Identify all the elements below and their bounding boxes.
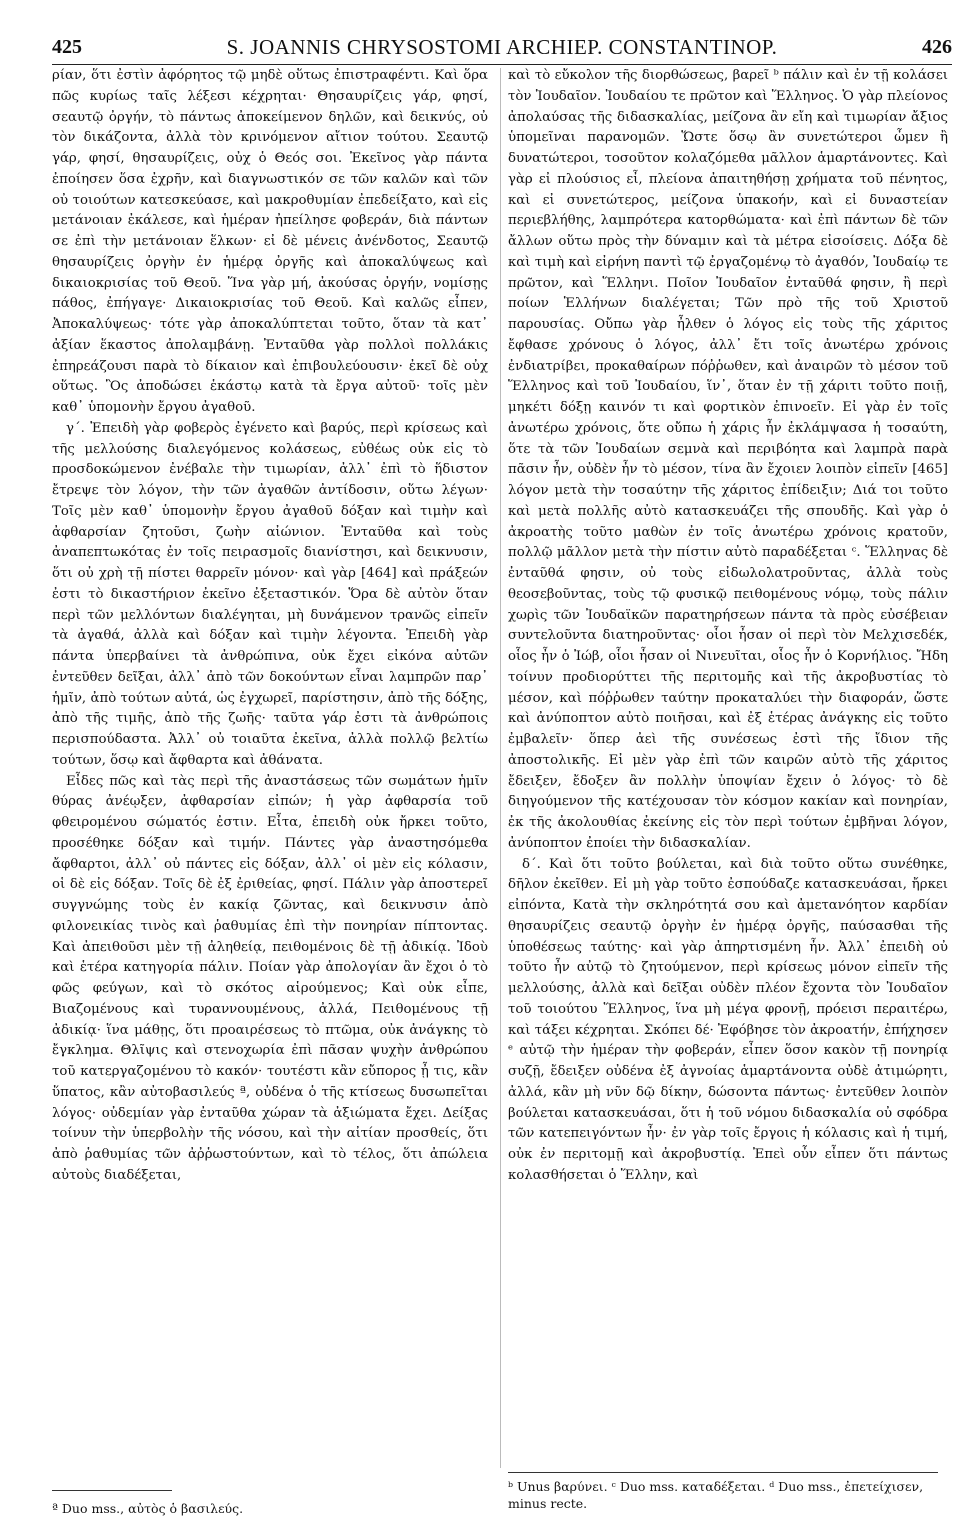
right-page-number: 426 xyxy=(922,35,952,58)
right-paragraph-1: καὶ τὸ εὔκολον τῆς διορθώσεως, βαρεῖ ᵇ πάλιν καὶ ἐν τῇ κολάσει τὸν Ἰουδαῖον. Ἰουδαίου τε πρῶτον καὶ Ἕλληνος. Ὁ γὰρ πλείονος ἀπολαύσας τῆς διδασκαλίας, μείζονα ἂν εἴη καὶ τιμωρίαν ἄξιος ὑπομεῖναι παρανομῶν. Ὥστε ὅσῳ ἂν συνετώτεροι ὦμεν ἢ δυνατώτεροι, τοσοῦτον κολαζόμεθα μᾶλλον ἁμαρτάνοντες. Καὶ γὰρ εἰ πλούσιος εἶ, πλείονα ἀπαιτηθήσῃ χρήματα τοῦ πένητος, καὶ εἰ συνετώτερος, μείζονα ὑπακοήν, καὶ εἰ δυναστείαν περιεβλήθης, λαμπρότερα κατορθώματα· καὶ ἐπὶ πάντων δὲ τῶν ἄλλων οὕτω πρὸς τὴν δύναμιν καὶ τὰ μέτρα εἰσοίσεις. Δόξα δὲ καὶ τιμὴ καὶ εἰρήνη παντὶ τῷ ἐργαζομένῳ τὸ ἀγαθόν, Ἰουδαίῳ τε πρῶτον, καὶ Ἕλληνι. Ποῖον Ἰουδαῖον ἐνταῦθά φησιν, ἢ περὶ ποίων Ἑλλήνων διαλέγεται; Τῶν πρὸ τῆς τοῦ Χριστοῦ παρουσίας. Οὔπω γὰρ ἦλθεν ὁ λόγος εἰς τοὺς τῆς χάριτος ἔφθασε χρόνους ὁ λόγος, ἀλλ᾽ ἔτι τοῖς ἀνωτέρω χρόνοις ἐνδιατρίβει, προκαθαίρων πόῤῥωθεν, καὶ ἀναιρῶν τὸ μέσον τοῦ Ἕλληνος καὶ τοῦ Ἰουδαίου, ἵν᾽, ὅταν ἐν τῇ χάριτι τοῦτο ποιῇ, μηκέτι δόξῃ καινόν τι καὶ φορτικὸν ἐπινοεῖν. Εἰ γὰρ ἐν τοῖς ἀνωτέρω χρόνοις, ὅτε οὔπω ἡ χάρις ἦν ἐκλάμψασα ἡ τοσαύτη, ὅτε τὰ τῶν Ἰουδαίων σεμνὰ καὶ περιβόητα καὶ λαμπρὰ παρὰ πᾶσιν ἦν, οὐδὲν ἦν τὸ μέσον, τίνα ἂν ἔχοιεν λοιπὸν εἰπεῖν [465] λόγον μετὰ τὴν τοσαύτην τῆς χάριτος ἐπίδειξιν; Διά τοι τοῦτο καὶ μετὰ πολλῆς αὐτὸ κατασκευάζει τῆς σπουδῆς. Καὶ γὰρ ὁ ἀκροατὴς τοῦτο μαθὼν ἐν τοῖς ἀνωτέρω χρόνοις κρατοῦν, πολλῷ μᾶλλον μετὰ τὴν πίστιν αὐτὸ παραδέξεται ᶜ. Ἕλληνας δὲ ἐνταῦθά φησιν, οὐ τοὺς εἰδωλολατροῦντας, ἀλλὰ τοὺς θεοσεβοῦντας, τοὺς τῷ φυσικῷ πειθομένους νόμῳ, τοὺς πάλιν χωρὶς τῶν Ἰουδαϊκῶν παρατηρήσεων πάντα τὰ πρὸς εὐσέβειαν συντελοῦντα διατηροῦντας· οἷοι ἦσαν οἱ περὶ τὸν Μελχισεδέκ, οἷος ἦν ὁ Ἰώβ, οἷοι ἦσαν οἱ Νινευῖται, οἷος ἦν ὁ Κορνήλιος. Ἤδη τοίνυν προδιορύττει τῆς περιτομῆς καὶ τῆς ἀκροβυστίας τὸ μέσον, καὶ πόῤῥωθεν ταύτην προκαταλύει τὴν διαφοράν, ὥστε καὶ ἀνύποπτον αὐτὸ ποιῆσαι, καὶ ἐξ ἑτέρας ἀνάγκης εἰς τοῦτο ἐμβαλεῖν· ὅπερ ἀεὶ τῆς συνέσεως ἐστὶ τῆς ἴδιον τῆς ἀποστολικῆς. Εἰ μὲν γὰρ ἐπὶ τῶν καιρῶν αὐτὸ τῆς χάριτος ἔδειξεν, ἔδοξεν ἂν πολλὴν ὑποψίαν ἔχειν ὁ λόγος· τὸ δὲ διηγούμενον τῆς κατέχουσαν τὸν κόσμον κακίαν καὶ πονηρίαν, ἐκ τῆς ἀκολουθίας ἐκείνης εἰς τὸν περὶ τούτων ἐμβῆναι λόγον, ἀνύποπτον ἐποίει τὴν διδασκαλίαν. xyxy=(508,68,948,851)
right-paragraph-2: δ΄. Καὶ ὅτι τοῦτο βούλεται, καὶ διὰ τοῦτο οὕτω συνέθηκε, δῆλον ἐκεῖθεν. Εἰ μὴ γὰρ τοῦτο ἐσπούδαζε κατασκευάσαι, ἤρκει εἰπόντα, Κατὰ τὴν σκληρότητά σου καὶ ἀμετανόητον καρδίαν θησαυρίζεις σεαυτῷ ὀργὴν ἐν ἡμέρᾳ ὀργῆς, παύσασθαι τῆς ὑποθέσεως ταύτης· καὶ γὰρ ἀπηρτισμένη ἦν. Ἀλλ᾽ ἐπειδὴ οὐ τοῦτο ἦν αὐτῷ τὸ ζητούμενον, περὶ κρίσεως μόνον εἰπεῖν τῆς μελλούσης, ἀλλὰ καὶ δεῖξαι οὐδὲν πλέον ἔχοντα τὸν Ἰουδαῖον τοῦ τοιούτου Ἕλληνος, ἵνα μὴ μέγα φρονῇ, πρόεισι περαιτέρω, καὶ τάξει κέχρηται. Σκόπει δέ· Ἐφόβησε τὸν ἀκροατήν, ἐπήχησεν ᵉ αὐτῷ τὴν ἡμέραν τὴν φοβεράν, εἶπεν ὅσον κακὸν τῇ πονηρίᾳ συζῇ, ἔδειξεν οὐδένα ἐξ ἀγνοίας ἁμαρτάνοντα οὐδὲ ἀτιμώρητι, ἀλλά, κἂν μὴ νῦν δῷ δίκην, δώσοντα πάντως· ἐντεῦθεν λοιπὸν βούλεται κατασκευάσαι, ὅτι ἡ τοῦ νόμου διδασκαλία οὐ σφόδρα τῶν κατεπειγόντων ἦν· ἐν γὰρ τοῖς ἔργοις ἡ κόλασις καὶ ἡ τιμή, οὐκ ἐν περιτομῇ καὶ ἀκροβυστίᾳ. Ἐπεὶ οὖν εἶπεν ὅτι πάντως κολασθήσεται ὁ Ἕλλην, καὶ xyxy=(508,856,948,1183)
header-rule xyxy=(52,64,952,65)
left-column xyxy=(52,66,488,1436)
left-paragraph-2: γ΄. Ἐπειδὴ γὰρ φοβερὸς ἐγένετο καὶ βαρύς, περὶ κρίσεως καὶ τῆς μελλούσης διαλεγόμενος κολάσεως, εὐθέως οὐκ εἰς τὸ προσδοκώμενον ἐνέβαλε τὴν τιμωρίαν, ἀλλ᾽ ἐπὶ τὸ ἥδιστον ἔτρεψε τὸν λόγον, τὴν τῶν ἀγαθῶν ἀντίδοσιν, οὕτω λέγων· Τοῖς μὲν καθ᾽ ὑπομονὴν ἔργου ἀγαθοῦ δόξαν καὶ τιμὴν καὶ ἀφθαρσίαν ζητοῦσι, ζωὴν αἰώνιον. Ἐνταῦθα καὶ τοὺς ἀναπεπτωκότας ἐν τοῖς πειρασμοῖς διανίστησι, καὶ δεικνυσιν, ὅτι οὐ χρὴ τῇ πίστει θαρρεῖν μόνον· καὶ γὰρ [464] καὶ πράξεών ἐστι τὸ δικαστήριον ἐκεῖνο ἐξεταστικόν. Ὅρα δὲ αὐτὸν ὅταν περὶ τῶν μελλόντων διαλέγηται, μὴ δυνάμενον τρανῶς εἰπεῖν τὰ ἀγαθά, ἀλλὰ καὶ δόξαν καὶ τιμὴν λέγοντα. Ἐπειδὴ γὰρ πάντα ὑπερβαίνει τὰ ἀνθρώπινα, οὐκ ἔχει εἰκόνα αὐτῶν ἐντεῦθεν δεῖξαι, ἀλλ᾽ ἀπὸ τῶν δοκούντων εἶναι λαμπρῶν παρ᾽ ἡμῖν, ἀπὸ τούτων αὐτά, ὡς ἐγχωρεῖ, παρίστησιν, ἀπὸ τῆς δόξης, ἀπὸ τῆς τιμῆς, ἀπὸ τῆς ζωῆς· ταῦτα γάρ ἐστι τὰ ἀνθρώποις περισπούδαστα. Ἀλλ᾽ οὐ τοιαῦτα ἐκεῖνα, ἀλλὰ πολλῷ βελτίω τούτων, ὅσῳ καὶ ἄφθαρτα καὶ ἀθάνατα. xyxy=(52,420,488,768)
right-footnote: ᵇ Unus βαρύνει. ᶜ Duo mss. καταδέξεται. ᵈ Duo mss., ἐπετείχισεν, minus recte. xyxy=(508,1479,924,1511)
left-footnote-rule xyxy=(52,1490,172,1491)
running-title: S. JOANNIS CHRYSOSTOMI ARCHIEP. CONSTANTINOP. xyxy=(226,34,778,59)
left-page-number: 425 xyxy=(52,35,82,58)
column-separator xyxy=(500,68,501,1468)
left-paragraph-3: Εἶδες πῶς καὶ τὰς περὶ τῆς ἀναστάσεως τῶν σωμάτων ἡμῖν θύρας ἀνέῳξεν, ἀφθαρσίαν εἰπών; ἡ γὰρ ἀφθαρσία τοῦ φθειρομένου σώματός ἐστιν. Εἶτα, ἐπειδὴ οὐκ ἤρκει τοῦτο, προσέθηκε δόξαν καὶ τιμήν. Πάντες γὰρ ἀναστησόμεθα ἄφθαρτοι, ἀλλ᾽ οὐ πάντες εἰς δόξαν, ἀλλ᾽ οἱ μὲν εἰς κόλασιν, οἱ δὲ εἰς δόξαν. Τοῖς δὲ ἐξ ἐριθείας, φησί. Πάλιν γὰρ ἀποστερεῖ συγγνώμης τοὺς ἐν κακίᾳ ζῶντας, καὶ δεικνυσιν ἀπὸ φιλονεικίας τινὸς καὶ ῥαθυμίας ἐπὶ τὴν πονηρίαν πίπτοντας. Καὶ ἀπειθοῦσι μὲν τῇ ἀληθείᾳ, πειθομένοις δὲ τῇ ἀδικίᾳ. Ἰδοὺ καὶ ἑτέρα κατηγορία πάλιν. Ποίαν γὰρ ἀπολογίαν ἂν ἔχοι ὁ τὸ φῶς φεύγων, καὶ τὸ σκότος αἱρούμενος; Καὶ οὐκ εἶπε, Βιαζομένους καὶ τυραννουμένους, ἀλλά, Πειθομένους τῇ ἀδικίᾳ· ἵνα μάθῃς, ὅτι προαιρέσεως τὸ πτῶμα, οὐκ ἀνάγκης τὸ ἔγκλημα. Θλῖψις καὶ στενοχωρία ἐπὶ πᾶσαν ψυχὴν ἀνθρώπου τοῦ κατεργαζομένου τὸ κακόν· τουτέστι κἂν εὔπορος ᾖ τις, κἂν ὕπατος, κἂν αὐτοβασιλεύς ª, οὐδένα ὁ τῆς κτίσεως δυσωπεῖται λόγος· οὐδεμίαν γὰρ ἐνταῦθα χώραν τὰ ἀξιώματα ἔχει. Δείξας τοίνυν τὴν ὑπερβολὴν τῆς νόσου, καὶ τὴν αἰτίαν προσθείς, ὅτι ἀπὸ ῥαθυμίας τῶν ἀῤῥωστούντων, καὶ τὸ τέλος, ὅτι ἀπώλεια αὐτοὺς διαδέξεται, xyxy=(52,773,488,1183)
right-footnote-rule xyxy=(508,1472,938,1473)
left-footnote: ª Duo mss., αὐτὸς ὁ βασιλεύς. xyxy=(52,1501,244,1516)
left-paragraph-1: ρίαν, ὅτι ἐστὶν ἀφόρητος τῷ μηδὲ οὕτως ἐπιστραφέντι. Καὶ ὅρα πῶς κυρίως ταῖς λέξεσι κέχρηται· Θησαυρίζεις γάρ, φησί, σεαυτῷ ὀργήν, τὸ πάντως ἀποκείμενον δηλῶν, καὶ δεικνύς, οὐ τὸν δικάζοντα, ἀλλὰ τὸν κρινόμενον αἴτιον τούτου. Σεαυτῷ γάρ, φησί, θησαυρίζεις, οὐχ ὁ Θεός σοι. Ἐκεῖνος γὰρ πάντα ἐποίησεν ὅσα ἐχρῆν, καὶ διαγνωστικόν σε τῶν καλῶν καὶ τῶν οὐ τοιούτων κατεσκεύασε, καὶ μακροθυμίαν ἐπεδείξατο, καὶ εἰς μετάνοιαν ἐκάλεσε, καὶ ἡμέραν ἠπείλησε φοβεράν, διὰ πάντων σε ἐπὶ τὴν μετάνοιαν ἕλκων· εἰ δὲ μένεις ἀνένδοτος, Σεαυτῷ θησαυρίζεις ὀργὴν ἐν ἡμέρᾳ ὀργῆς καὶ ἀποκαλύψεως καὶ δικαιοκρισίας τοῦ Θεοῦ. Ἵνα γὰρ μή, ἀκούσας ὀργήν, νομίσῃς πάθος, ἐπήγαγε· Δικαιοκρισίας τοῦ Θεοῦ. Καὶ καλῶς εἶπεν, Ἀποκαλύψεως· τότε γὰρ ἀποκαλύπτεται τοῦτο, ὅταν τὰ κατ᾽ ἀξίαν ἕκαστος ἀπολαμβάνῃ. Ἐνταῦθα γὰρ πολλοὶ πολλάκις ἐπηρεάζουσι παρὰ τὸ δίκαιον καὶ ἐπιβουλεύουσιν· ἐκεῖ δὲ οὐχ οὕτως. Ὃς ἀποδώσει ἑκάστῳ κατὰ τὰ ἔργα αὐτοῦ· τοῖς μὲν καθ᾽ ὑπομονὴν ἔργου ἀγαθοῦ. xyxy=(52,68,488,415)
page-header xyxy=(52,32,952,62)
right-column xyxy=(508,66,948,1416)
